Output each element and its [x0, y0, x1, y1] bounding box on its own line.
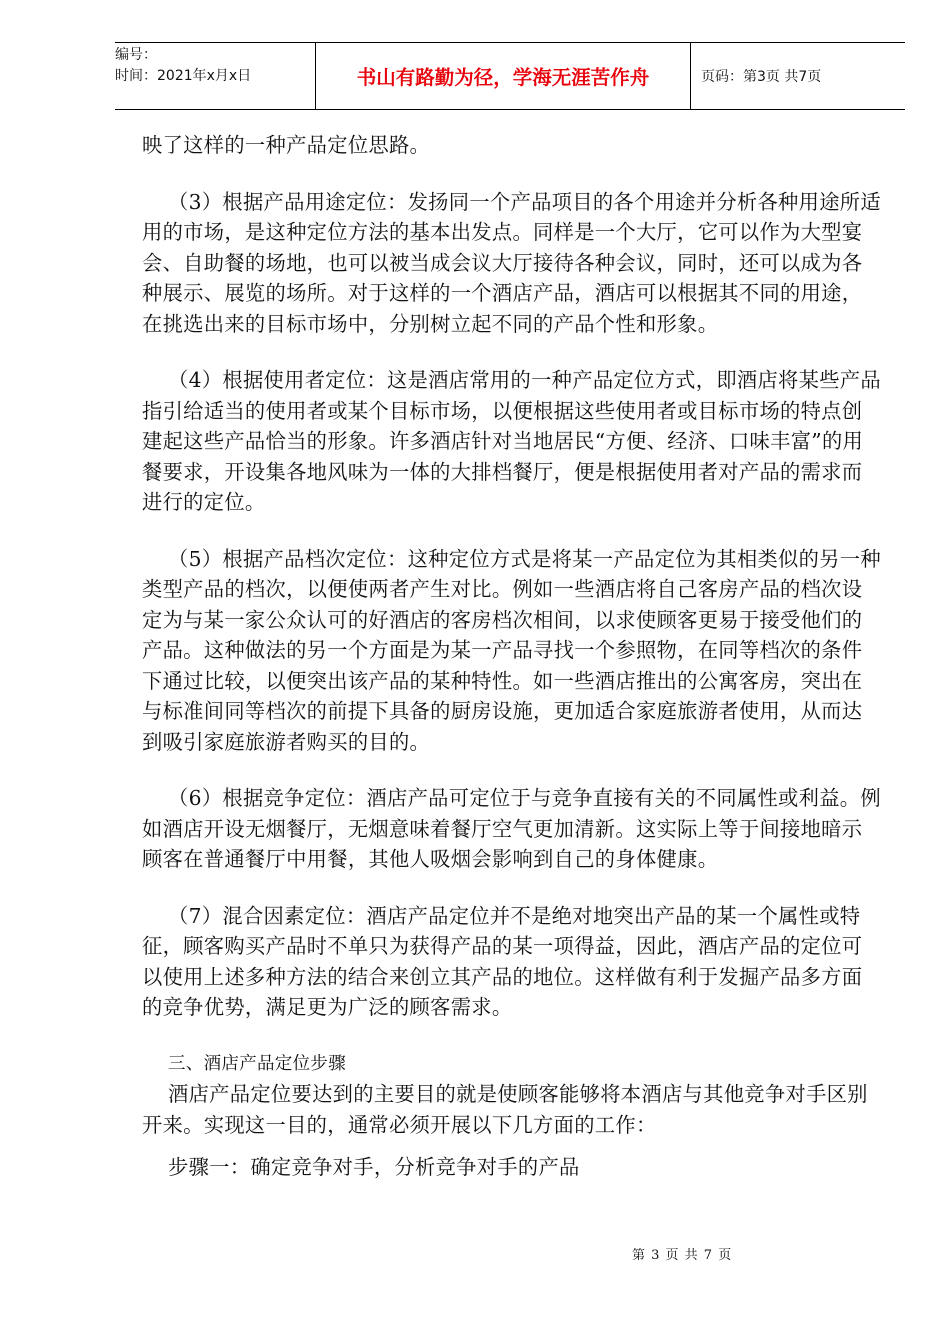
paragraph-user-positioning: （4）根据使用者定位：这是酒店常用的一种产品定位方式，即酒店将某些产品指引给适当的使用者或某个目标市场，以便根据这些使用者或目标市场的特点创建起这些产品恰当的形象。许多酒店针对当地居民“方便、经济、口味丰富”的用餐要求，开设集各地风味为一体的大排档餐厅，便是根据使用者对产品的需求而进行的定位。	[142, 368, 881, 514]
paragraph-continuation: 映了这样的一种产品定位思路。	[142, 133, 431, 157]
document-number-label: 编号：	[115, 47, 157, 63]
document-date: 时间：2021年x月x日	[115, 68, 252, 84]
header-motto: 书山有路勤为径，学海无涯苦作舟	[316, 43, 691, 109]
paragraph-grade-positioning: （5）根据产品档次定位：这种定位方式是将某一产品定位为其相类似的另一种类型产品的档次，以便使两者产生对比。例如一些酒店将自己客房产品的档次设定为与某一家公众认可的好酒店的客房档次相间，以求使顾客更易于接受他们的产品。这种做法的另一个方面是为某一产品寻找一个参照物，在同等档次的条件下通过比较，以便突出该产品的某种特性。如一些酒店推出的公寓客房，突出在与标准间同等档次的前提下具备的厨房设施，更加适合家庭旅游者使用，从而达到吸引家庭旅游者购买的目的。	[142, 546, 881, 754]
paragraph-usage-positioning: （3）根据产品用途定位：发扬同一个产品项目的各个用途并分析各种用途所适用的市场，是这种定位方法的基本出发点。同样是一个大厅，它可以作为大型宴会、自助餐的场地，也可以被当成会议大厅接待各种会议，同时，还可以成为各种展示、展览的场所。对于这样的一个酒店产品，酒店可以根据其不同的用途，在挑选出来的目标市场中，分别树立起不同的产品个性和形象。	[142, 189, 881, 336]
paragraph-mixed-positioning: （7）混合因素定位：酒店产品定位并不是绝对地突出产品的某一个属性或特征，顾客购买产品时不单只为获得产品的某一项得益，因此，酒店产品的定位可以使用上述多种方法的结合来创立其产品的地位。这样做有利于发掘产品多方面的竞争优势，满足更为广泛的顾客需求。	[142, 903, 863, 1019]
paragraph-step-one: 步骤一：确定竞争对手，分析竞争对手的产品	[168, 1155, 580, 1179]
footer-page-number: 第 3 页 共 7 页	[632, 1248, 733, 1263]
paragraph-section-intro: 酒店产品定位要达到的主要目的就是使顾客能够将本酒店与其他竞争对手区别开来。实现这一目的，通常必须开展以下几方面的工作：	[142, 1082, 868, 1137]
header-page-info: 页码：第3页 共7页	[701, 69, 822, 85]
header-meta	[115, 43, 316, 109]
section-heading: 三、酒店产品定位步骤	[168, 1053, 346, 1074]
document-body	[142, 130, 882, 1183]
page-header	[115, 42, 905, 110]
paragraph-competition-positioning: （6）根据竞争定位：酒店产品可定位于与竞争直接有关的不同属性或利益。例如酒店开设无烟餐厅，无烟意味着餐厅空气更加清新。这实际上等于间接地暗示顾客在普通餐厅中用餐，其他人吸烟会影响到自己的身体健康。	[142, 786, 881, 871]
